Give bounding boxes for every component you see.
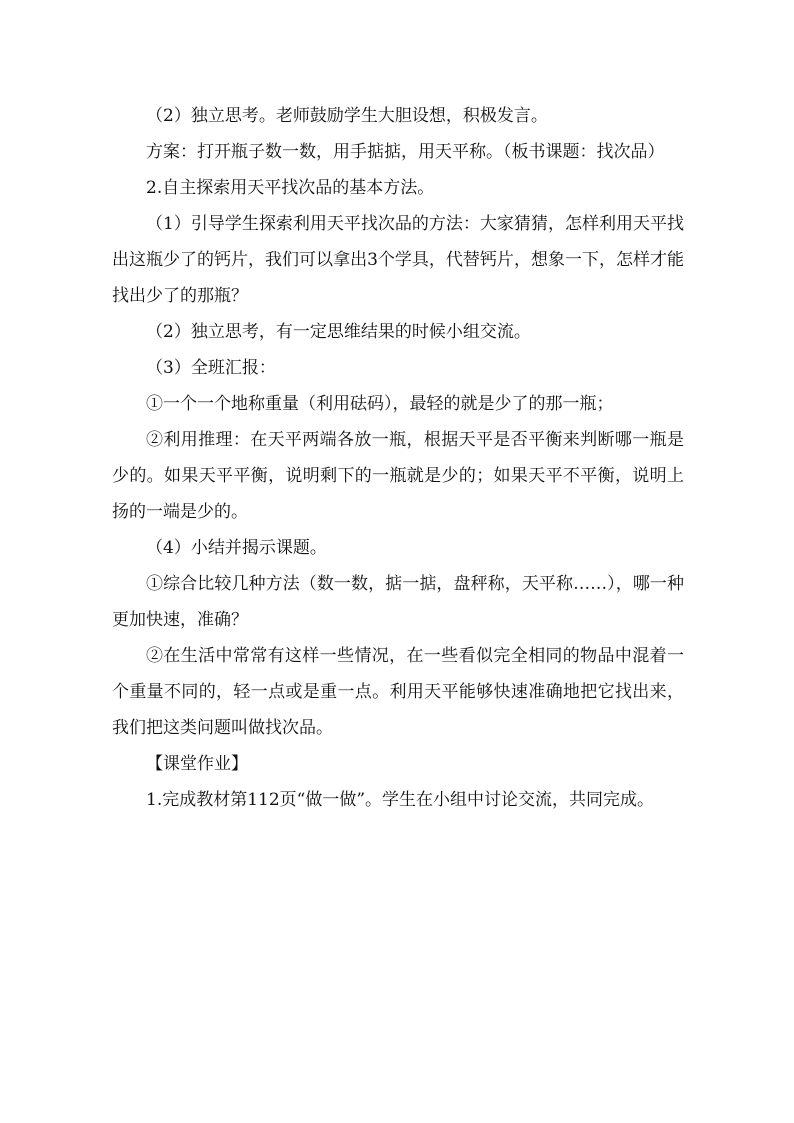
section-heading-homework: 【课堂作业】: [146, 754, 248, 774]
paragraph-class-report: （3）全班汇报：: [146, 358, 276, 378]
paragraph-guide-explore: （1）引导学生探索利用天平找次品的方法：大家猜猜，怎样利用天平找出这瓶少了的钙片，我们可以拿出3个学具，代替钙片，想象一下，怎样才能找出少了的那瓶？: [112, 214, 684, 306]
paragraph-life-situations: ②在生活中常常有这样一些情况，在一些看似完全相同的物品中混着一个重量不同的，轻一点或是重一点。利用天平能够快速准确地把它找出来，我们把这类问题叫做找次品。: [112, 646, 684, 738]
paragraph-independent-think: （2）独立思考，有一定思维结果的时候小组交流。: [146, 322, 531, 342]
document-body: [112, 98, 684, 818]
paragraph-step-2-think: （2）独立思考。老师鼓励学生大胆设想，积极发言。: [146, 106, 548, 126]
paragraph-summary: （4）小结并揭示课题。: [146, 538, 327, 558]
paragraph-section-2: 2.自主探索用天平找次品的基本方法。: [146, 178, 435, 198]
paragraph-plan: 方案：打开瓶子数一数，用手掂掂，用天平称。（板书课题：找次品）: [146, 142, 665, 162]
paragraph-compare-methods: ①综合比较几种方法（数一数，掂一掂，盘秤称，天平称……），哪一种更加快速，准确？: [112, 574, 684, 630]
paragraph-method-2: ②利用推理：在天平两端各放一瓶，根据天平是否平衡来判断哪一瓶是少的。如果天平平衡，说明剩下的一瓶就是少的；如果天平不平衡，说明上扬的一端是少的。: [112, 430, 684, 522]
paragraph-method-1: ①一个一个地称重量（利用砝码），最轻的就是少了的那一瓶；: [146, 394, 614, 414]
paragraph-homework-1: 1.完成教材第112页“做一做”。学生在小组中讨论交流，共同完成。: [146, 790, 655, 810]
